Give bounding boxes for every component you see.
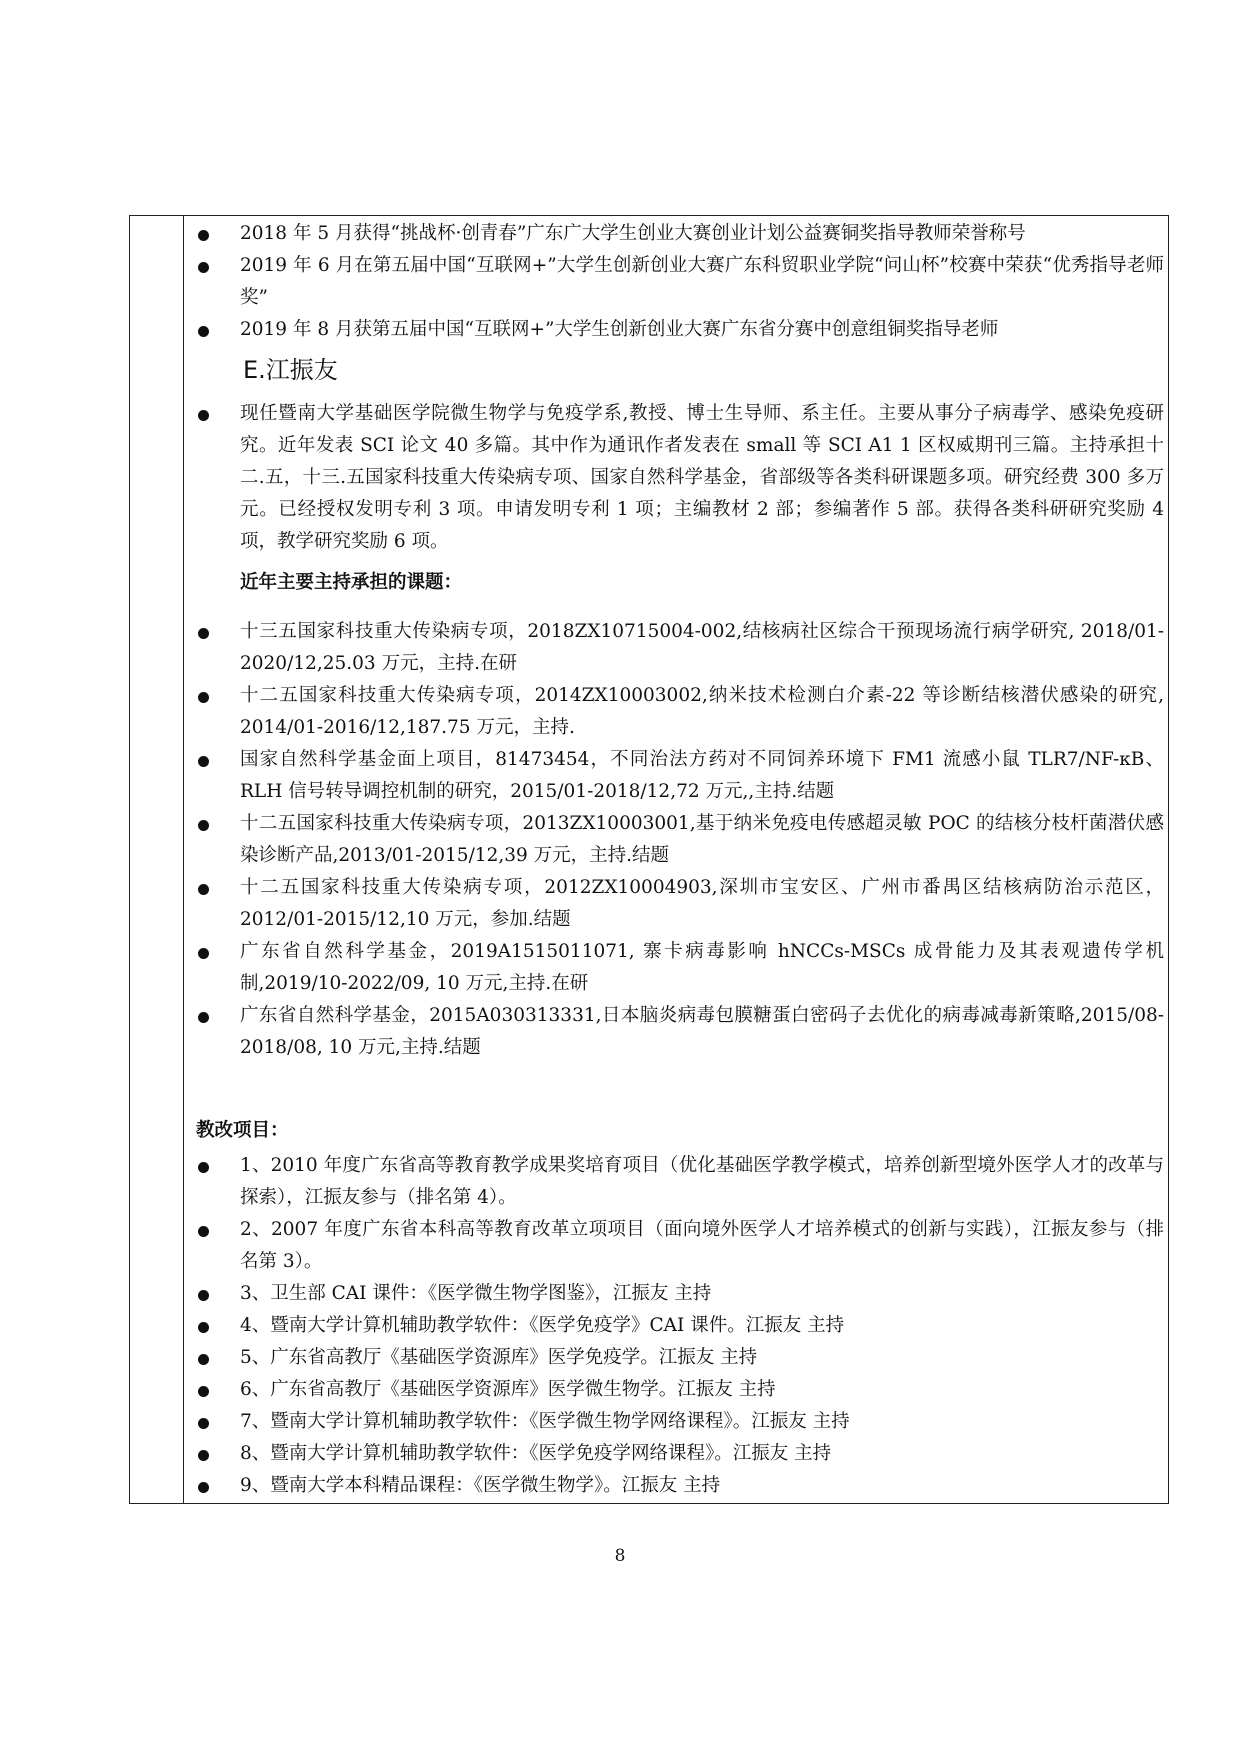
- bullet-icon: [198, 1322, 209, 1333]
- list-item: [188, 872, 1168, 936]
- bullet-icon: [198, 692, 209, 703]
- list-item: [188, 808, 1168, 872]
- bullet-icon: [198, 1450, 209, 1461]
- bullet-icon: [198, 1386, 209, 1397]
- project-text: 国家自然科学基金面上项目，81473454，不同治法方药对不同饲养环境下 FM1 流感小鼠 TLR7/NF-κB、RLH 信号转导调控机制的研究，2015/01-2018/12,72 万元,,主持.结题: [240, 749, 1164, 802]
- bullet-icon: [198, 1354, 209, 1365]
- project-text: 十二五国家科技重大传染病专项，2012ZX10004903,深圳市宝安区、广州市番禺区结核病防治示范区，2012/01-2015/12,10 万元，参加.结题: [240, 877, 1164, 930]
- list-item: [188, 616, 1168, 680]
- bullet-icon: [198, 884, 209, 895]
- list-item: [188, 1150, 1168, 1214]
- list-item: [188, 398, 1168, 558]
- list-item: [188, 1342, 1168, 1374]
- bullet-icon: [198, 820, 209, 831]
- list-item: [188, 1374, 1168, 1406]
- list-item: [188, 218, 1168, 250]
- list-item: [188, 1310, 1168, 1342]
- list-item: [188, 680, 1168, 744]
- list-item: [188, 314, 1168, 346]
- list-item: [188, 1406, 1168, 1438]
- bullet-icon: [198, 1290, 209, 1301]
- list-item: [188, 250, 1168, 314]
- list-item: [188, 1438, 1168, 1470]
- teaching-text: 8、暨南大学计算机辅助教学软件：《医学免疫学网络课程》。江振友 主持: [240, 1443, 832, 1464]
- projects-heading: 近年主要主持承担的课题：: [240, 572, 463, 593]
- person-heading: E.江振友: [243, 356, 338, 384]
- bullet-icon: [198, 1226, 209, 1237]
- bullet-icon: [198, 262, 209, 273]
- teaching-text: 4、暨南大学计算机辅助教学软件：《医学免疫学》CAI 课件。江振友 主持: [240, 1315, 845, 1336]
- teaching-heading: 教改项目：: [196, 1120, 289, 1141]
- teaching-text: 5、广东省高教厅《基础医学资源库》医学免疫学。江振友 主持: [240, 1347, 758, 1368]
- award-text: 2018 年 5 月获得“挑战杯·创青春”广东广大学生创业大赛创业计划公益赛铜奖指导教师荣誉称号: [240, 223, 1026, 244]
- project-text: 十二五国家科技重大传染病专项，2013ZX10003001,基于纳米免疫电传感超灵敏 POC 的结核分枝杆菌潜伏感染诊断产品,2013/01-2015/12,39 万元，主持.结题: [240, 813, 1164, 866]
- bullet-icon: [198, 756, 209, 767]
- bullet-icon: [198, 410, 209, 421]
- table-column-divider: [183, 216, 184, 1503]
- teaching-text: 2、2007 年度广东省本科高等教育改革立项项目（面向境外医学人才培养模式的创新与实践），江振友参与（排名第 3）。: [240, 1219, 1164, 1272]
- project-text: 十三五国家科技重大传染病专项，2018ZX10715004-002,结核病社区综合干预现场流行病学研究, 2018/01-2020/12,25.03 万元，主持.在研: [240, 621, 1164, 674]
- list-item: [188, 1000, 1168, 1064]
- bullet-icon: [198, 230, 209, 241]
- project-text: 广东省自然科学基金，2019A1515011071, 寨卡病毒影响 hNCCs-MSCs 成骨能力及其表观遗传学机制,2019/10-2022/09, 10 万元,主持.在研: [240, 941, 1164, 994]
- teaching-text: 7、暨南大学计算机辅助教学软件：《医学微生物学网络课程》。江振友 主持: [240, 1411, 850, 1432]
- award-text: 2019 年 6 月在第五届中国“互联网+”大学生创新创业大赛广东科贸职业学院“问山杯”校赛中荣获“优秀指导老师奖”: [240, 255, 1164, 308]
- teaching-text: 1、2010 年度广东省高等教育教学成果奖培育项目（优化基础医学教学模式，培养创新型境外医学人才的改革与探索），江振友参与（排名第 4）。: [240, 1155, 1164, 1208]
- list-item: [188, 1214, 1168, 1278]
- project-text: 广东省自然科学基金，2015A030313331,日本脑炎病毒包膜糖蛋白密码子去优化的病毒减毒新策略,2015/08-2018/08, 10 万元,主持.结题: [240, 1005, 1164, 1058]
- teaching-text: 6、广东省高教厅《基础医学资源库》医学微生物学。江振友 主持: [240, 1379, 776, 1400]
- document-content: [188, 218, 1168, 1502]
- list-item: [188, 744, 1168, 808]
- award-text: 2019 年 8 月获第五届中国“互联网+”大学生创新创业大赛广东省分赛中创意组铜奖指导老师: [240, 319, 999, 340]
- list-item: [188, 1470, 1168, 1502]
- bullet-icon: [198, 1162, 209, 1173]
- bullet-icon: [198, 628, 209, 639]
- list-item: [188, 1278, 1168, 1310]
- teaching-text: 9、暨南大学本科精品课程：《医学微生物学》。江振友 主持: [240, 1475, 721, 1496]
- project-text: 十二五国家科技重大传染病专项，2014ZX10003002,纳米技术检测白介素-22 等诊断结核潜伏感染的研究, 2014/01-2016/12,187.75 万元，主持.: [240, 685, 1164, 738]
- page-number: 8: [614, 1546, 626, 1566]
- list-item: [188, 936, 1168, 1000]
- bullet-icon: [198, 1012, 209, 1023]
- teaching-text: 3、卫生部 CAI 课件：《医学微生物学图鉴》，江振友 主持: [240, 1283, 712, 1304]
- bullet-icon: [198, 1482, 209, 1493]
- bullet-icon: [198, 948, 209, 959]
- bullet-icon: [198, 1418, 209, 1429]
- person-bio: 现任暨南大学基础医学院微生物学与免疫学系,教授、博士生导师、系主任。主要从事分子病毒学、感染免疫研究。近年发表 SCI 论文 40 多篇。其中作为通讯作者发表在 small 等 SCI A1 1 区权威期刊三篇。主持承担十二.五，十三.五国家科技重大传染病专项、国家自然科学基金，省部级等各类科研课题多项。研究经费 300 多万元。已经授权发明专利 3 项。申请发明专利 1 项；主编教材 2 部；参编著作 5 部。获得各类科研研究奖励 4 项，教学研究奖励 6 项。: [240, 403, 1164, 552]
- bullet-icon: [198, 326, 209, 337]
